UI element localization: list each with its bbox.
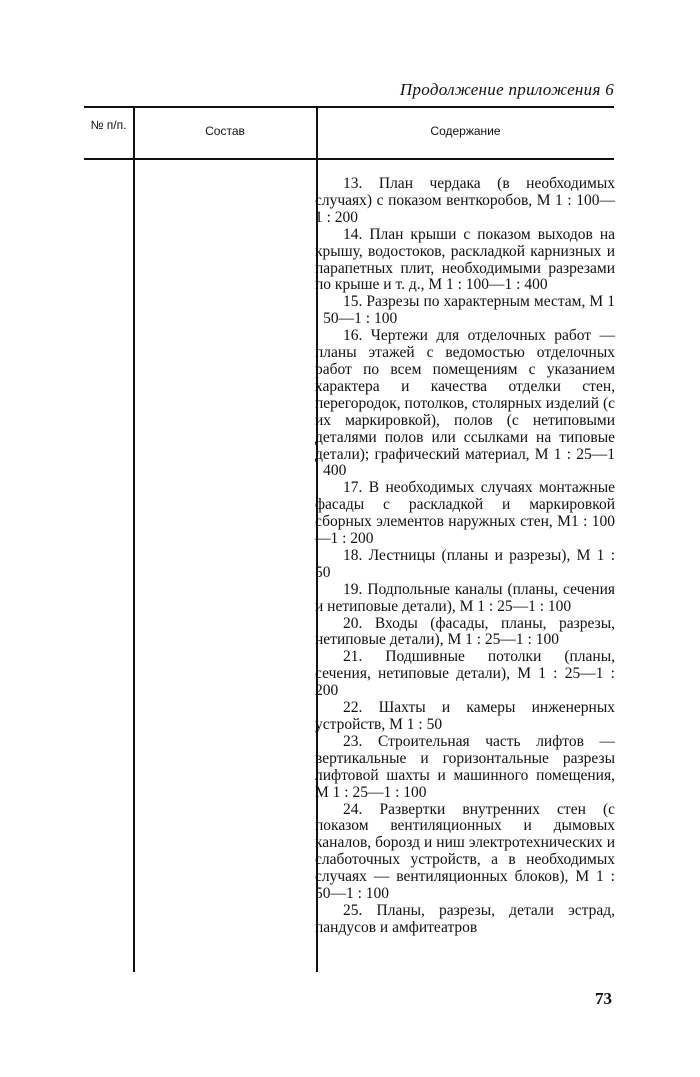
content-item-24: 24. Развертки внутренних стен (с показом вентиляционных и дымовых каналов, борозд и ниш электротехнических и слаботочных устройств, а в необходимых случаях — вентиляционных блоков), М 1 : 50—1 : 100	[315, 800, 615, 903]
column-header-sostav: Состав	[205, 124, 245, 138]
content-item-17: 17. В необходимых случаях монтажные фасады с раскладкой и маркировкой сборных элементов наружных стен, М1 : 100—1 : 200	[315, 479, 615, 548]
content-item-16: 16. Чертежи для отделочных работ — планы этажей с ведомостью отделочных работ по всем помещениям с указанием характера и качества отделки стен, перегородок, потолков, столярных изделий (с их маркировкой), полов (с нетиповыми деталями полов или ссылками на типовые детали); графический материал, М 1 : 25—1 : 400	[315, 327, 615, 480]
content-item-13: 13. План чердака (в необходимых случаях) с показом венткоробов, М 1 : 100—1 : 200	[315, 175, 615, 226]
content-item-18: 18. Лестницы (планы и разрезы), М 1 : 50	[315, 546, 615, 581]
content-item-23: 23. Строительная часть лифтов — вертикальные и горизонтальные разрезы лифтовой шахты и машинного помещения, М 1 : 25—1 : 100	[315, 732, 615, 801]
content-column	[315, 176, 615, 937]
continuation-title: Продолжение приложения 6	[399, 80, 614, 99]
content-item-15: 15. Разрезы по характерным местам, М 1 : 50—1 : 100	[315, 293, 615, 328]
content-item-14: 14. План крыши с показом выходов на крышу, водостоков, раскладкой карнизных и парапетных плит, необходимыми разрезами по крыше и т. д., М 1 : 100—1 : 400	[315, 225, 615, 294]
content-item-25: 25. Планы, разрезы, детали эстрад, пандусов и амфитеатров	[315, 901, 615, 936]
column-header-content: Содержание	[430, 124, 501, 138]
content-item-20: 20. Входы (фасады, планы, разрезы, нетиповые детали), М 1 : 25—1 : 100	[315, 614, 615, 649]
column-divider-1	[133, 106, 135, 972]
content-item-21: 21. Подшивные потолки (планы, сечения, нетиповые детали), М 1 : 25—1 : 200	[315, 648, 615, 700]
page-number: 73	[595, 989, 612, 1008]
table-header-rule	[84, 158, 614, 160]
content-item-19: 19. Подпольные каналы (планы, сечения и нетиповые детали), М 1 : 25—1 : 100	[315, 580, 615, 615]
column-header-number: № п/п.	[90, 118, 127, 132]
content-item-22: 22. Шахты и камеры инженерных устройств, М 1 : 50	[315, 699, 615, 733]
table-top-rule	[84, 106, 614, 108]
